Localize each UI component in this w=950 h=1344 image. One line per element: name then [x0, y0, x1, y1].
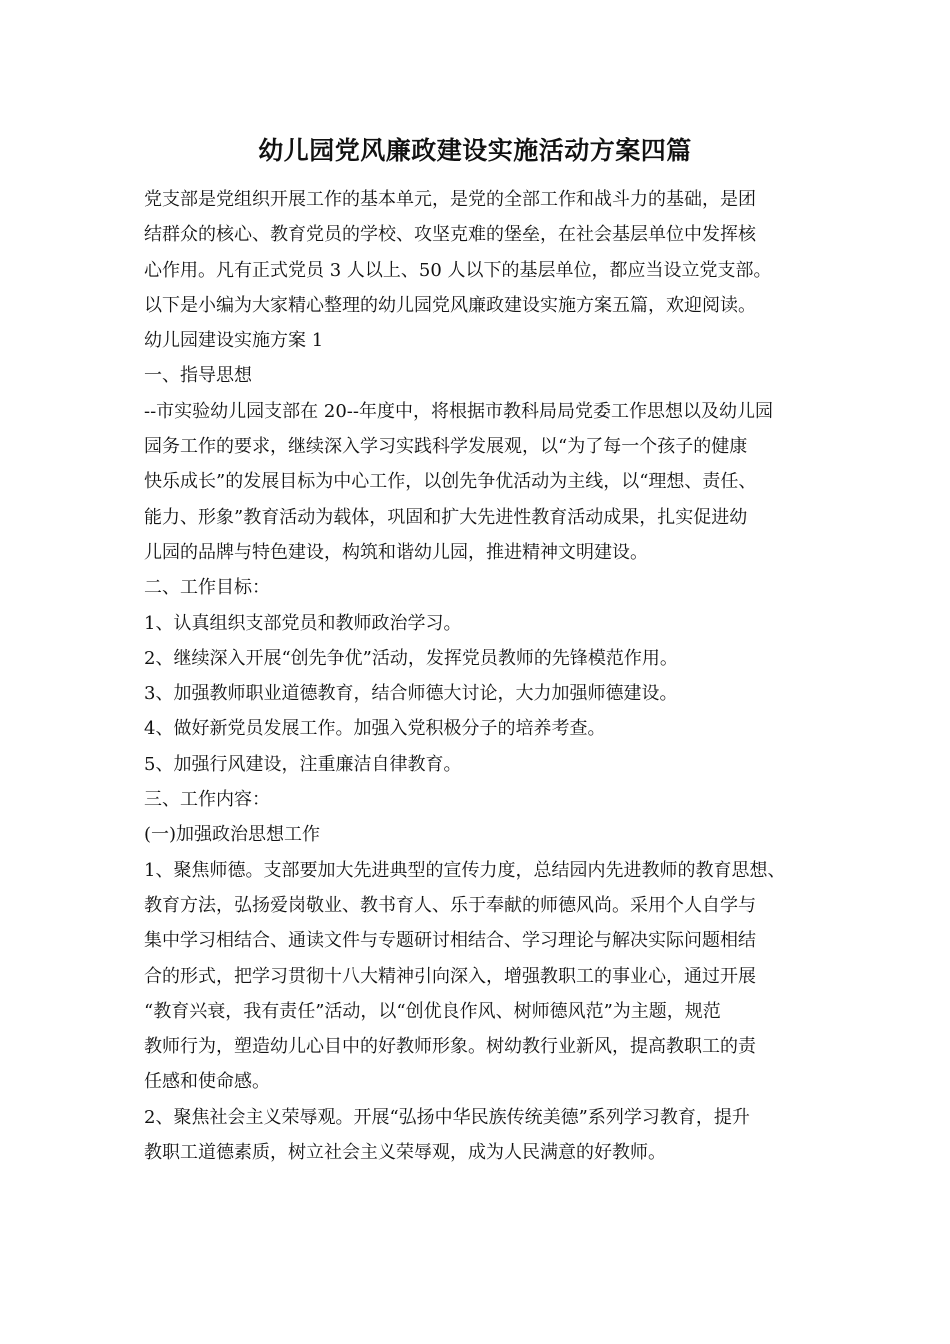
body-line: 一、指导思想 [144, 365, 252, 387]
body-line: 合的形式，把学习贯彻十八大精神引向深入，增强教职工的事业心，通过开展 [144, 965, 756, 987]
body-line: 能力、形象”教育活动为载体，巩固和扩大先进性教育活动成果，扎实促进幼 [144, 506, 748, 528]
body-line: 教育方法，弘扬爱岗敬业、教书育人、乐于奉献的师德风尚。采用个人自学与 [144, 894, 756, 916]
body-line: (一)加强政治思想工作 [144, 824, 321, 846]
body-line: 4、做好新党员发展工作。加强入党积极分子的培养考查。 [144, 718, 606, 740]
body-line: 2、继续深入开展“创先争优”活动，发挥党员教师的先锋模范作用。 [144, 647, 678, 669]
document-title: 幼儿园党风廉政建设实施活动方案四篇 [258, 136, 692, 165]
body-line: 三、工作内容： [144, 789, 270, 811]
body-line: 党支部是党组织开展工作的基本单元，是党的全部工作和战斗力的基础，是团 [144, 189, 756, 210]
body-line: 以下是小编为大家精心整理的幼儿园党风廉政建设实施方案五篇，欢迎阅读。 [144, 294, 756, 316]
body-line: 5、加强行风建设，注重廉洁自律教育。 [144, 753, 462, 775]
body-line: 教职工道德素质，树立社会主义荣辱观，成为人民满意的好教师。 [144, 1142, 666, 1164]
body-line: --市实验幼儿园支部在 20--年度中，将根据市教科局局党委工作思想以及幼儿园 [144, 400, 773, 422]
body-line: 1、认真组织支部党员和教师政治学习。 [144, 612, 462, 634]
body-line: 3、加强教师职业道德教育，结合师德大讨论，大力加强师德建设。 [144, 683, 678, 705]
body-line: 任感和使命感。 [144, 1071, 270, 1093]
body-line: 教师行为，塑造幼儿心目中的好教师形象。树幼教行业新风，提高教职工的责 [144, 1036, 756, 1058]
body-line: 幼儿园建设实施方案 1 [144, 330, 324, 352]
body-line: 心作用。凡有正式党员 3 人以上、50 人以下的基层单位，都应当设立党支部。 [144, 259, 772, 281]
body-line: “教育兴衰，我有责任”活动，以“创优良作风、树师德风范”为主题，规范 [144, 1000, 721, 1022]
body-line: 集中学习相结合、通读文件与专题研讨相结合、学习理论与解决实际问题相结 [144, 930, 756, 952]
body-line: 2、聚焦社会主义荣辱观。开展“弘扬中华民族传统美德”系列学习教育，提升 [144, 1106, 750, 1128]
body-line: 二、工作目标： [144, 577, 270, 599]
body-line: 快乐成长”的发展目标为中心工作，以创先争优活动为主线，以“理想、责任、 [144, 471, 757, 493]
body-line: 园务工作的要求，继续深入学习实践科学发展观，以“为了每一个孩子的健康 [144, 436, 748, 458]
body-line: 儿园的品牌与特色建设，构筑和谐幼儿园，推进精神文明建设。 [144, 541, 648, 563]
body-line: 1、聚焦师德。支部要加大先进典型的宣传力度，总结园内先进教师的教育思想、 [144, 859, 786, 881]
body-line: 结群众的核心、教育党员的学校、攻坚克难的堡垒，在社会基层单位中发挥核 [144, 224, 756, 246]
document-body [144, 182, 808, 1170]
